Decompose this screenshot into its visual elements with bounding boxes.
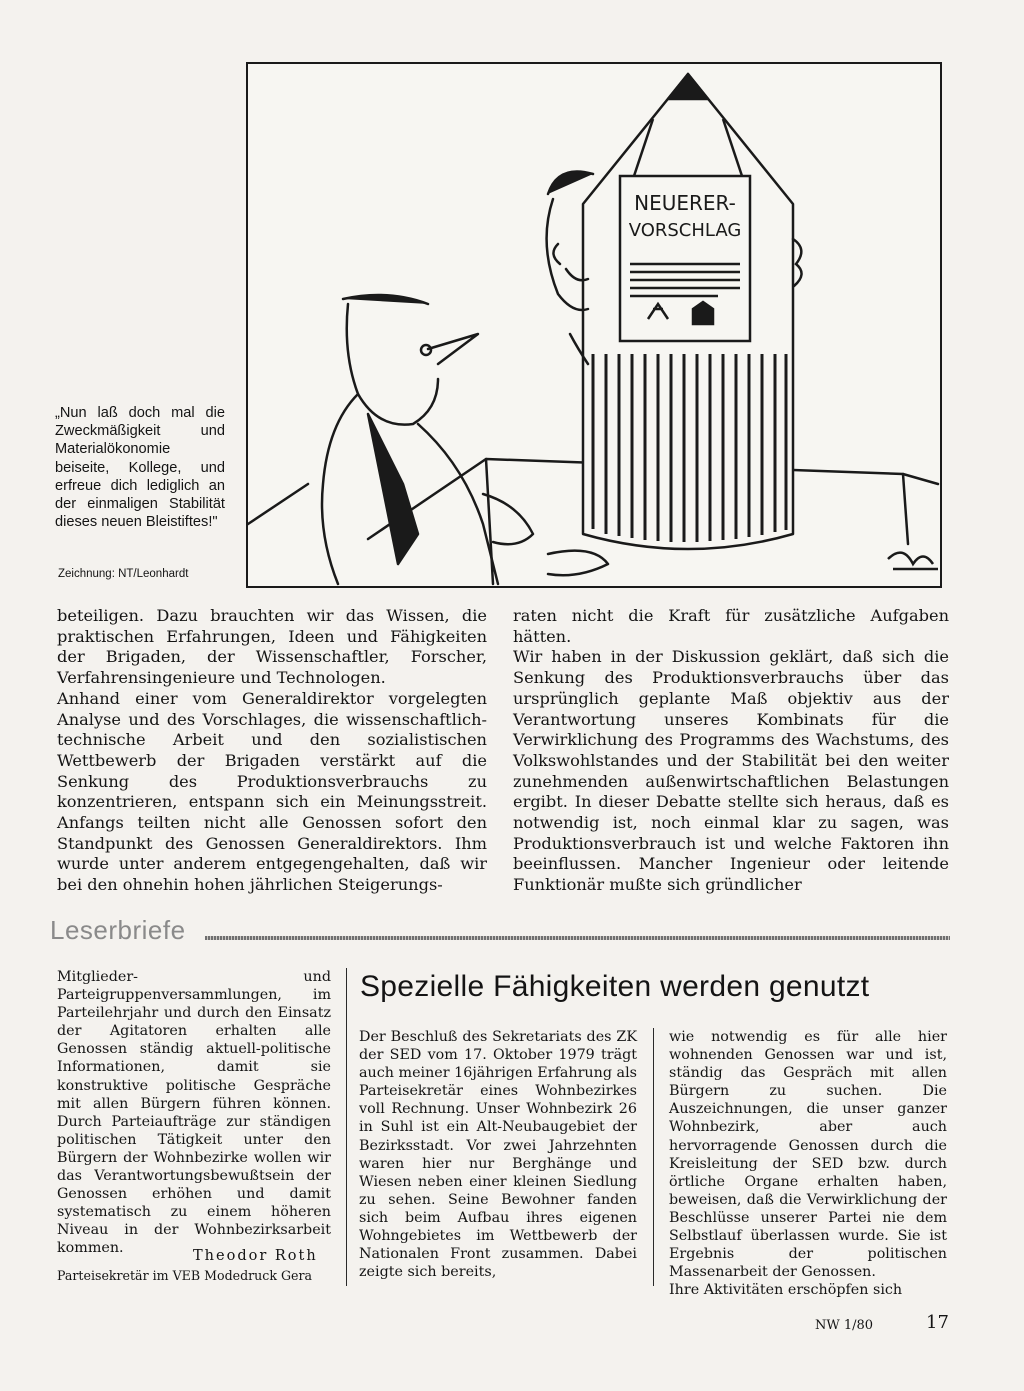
letter-right-paragraph: Ihre Aktivitäten erschöpfen sich — [669, 1282, 903, 1299]
letter-left-body — [57, 968, 331, 1258]
main-article-paragraph: beteiligen. Dazu brauchten wir das Wissen, die praktischen Erfahrungen, Ideen und Fähigkeiten der Brigaden, der Wissenschaftler, Forscher, Verfahrensingenieure und Technologen. — [57, 606, 487, 688]
sign-line-1: NEUERER- — [634, 191, 736, 215]
main-article-column-2 — [513, 606, 949, 896]
cartoon-drawing — [248, 64, 940, 586]
letter-right-paragraph: Der Beschluß des Sekretariats des ZK der SED vom 17. Oktober 1979 trägt auch meiner 16jährigen Erfahrung als Parteisekretär eines Wohnbezirkes voll Rechnung. Unser Wohnbezirk 26 in Suhl ist ein Alt-Neubaugebiet der Bezirksstadt. Vor zwei Jahrzehnten waren hier nur Berghänge und Wiesen neben einer kleinen Siedlung zu sehen. Seine Bewohner fanden sich beim Aufbau ihres eigenen Wohngebietes im Wettbewerb der Nationalen Front zusammen. Dabei zeigte sich bereits, — [359, 1029, 637, 1281]
letter-right-paragraph: wie notwendig es für alle hier wohnenden Genossen war und ist, ständig das Gespräch mit allen Bürgern zu suchen. Die Auszeichnungen, die unser ganzer Wohnbezirk, aber auch hervorragende Genossen durch die Kreisleitung der SED bzw. durch örtliche Organe erhalten haben, beweisen, daß die Verwirklichung der Beschlüsse unserer Partei nie dem Selbstlauf überlassen wurde. Sie ist Ergebnis der politischen Massenarbeit der Genossen. — [669, 1029, 947, 1281]
section-rule — [205, 936, 950, 940]
column-divider — [653, 1028, 654, 1286]
main-article-paragraph: Anhand einer vom Generaldirektor vorgelegten Analyse und des Vorschlages, die wissenschaftlich-technische Arbeit und den sozialistischen Wettbewerb der Brigaden verstärkt auf die Senkung des Produktionsverbrauchs zu konzentrieren, entspann sich ein Meinungsstreit. Anfangs teilten nicht alle Genossen sofort den Standpunkt des Genossen Generaldirektors. Ihm wurde unter anderem entgegengehalten, daß wir bei den ohnehin hohen jährlichen Steigerungs- — [57, 688, 487, 895]
main-article-paragraph: raten nicht die Kraft für zusätzliche Aufgaben hätten. — [513, 606, 949, 646]
section-header — [50, 915, 950, 951]
letter-author: Theodor Roth — [193, 1248, 318, 1264]
page-number: 17 — [926, 1312, 949, 1333]
cartoon-credit: Zeichnung: NT/Leonhardt — [58, 568, 189, 580]
letter-right-column-2 — [669, 1028, 947, 1299]
letter-author-role: Parteisekretär im VEB Modedruck Gera — [57, 1268, 313, 1283]
column-divider — [346, 968, 347, 1286]
main-article-paragraph: Wir haben in der Diskussion geklärt, daß sich die Senkung des Produktionsverbrauchs über das ursprünglich geplante Maß objektiv aus der Verantwortung unseres Kombinats für die Verwirklichung des Programms des Wachstums, des Volkswohlstandes und der Stabilität bei den weiter zunehmenden außenwirtschaftlichen Belastungen ergibt. In dieser Debatte stellte sich heraus, daß es notwendig ist, noch einmal klar zu sagen, was Produktionsverbrauch ist und welche Faktoren ihn beeinflussen. Mancher Ingenieur oder leitende Funktionär mußte sich gründlicher — [513, 647, 949, 895]
letter-left-paragraph: Mitglieder- und Parteigruppenversammlungen, im Parteilehrjahr und durch den Einsatz der Agitatoren erhalten alle Genossen ständig aktuell-politische Informationen, damit sie konstruktive politische Gespräche mit allen Bürgern führen können. Durch Parteiaufträge zur ständigen politischen Tätigkeit unter den Bürgern der Wohnbezirke wollen wir das Verantwortungsbewußtsein der Genossen erhöhen und damit systematisch zu einem höheren Niveau in der Wohnbezirksarbeit kommen. — [57, 969, 331, 1257]
section-title: Leserbriefe — [50, 915, 186, 945]
issue-label: NW 1/80 — [815, 1318, 874, 1333]
cartoon-caption: „Nun laß doch mal die Zweckmäßigkeit und Materialökonomie beiseite, Kollege, und erfreue dich lediglich an der einmaligen Stabilität dieses neuen Bleistiftes!" — [55, 405, 225, 531]
letter-right-column-1 — [359, 1028, 637, 1281]
cartoon-illustration — [246, 62, 942, 588]
main-article-column-1 — [57, 606, 487, 896]
sign-line-2: VORSCHLAG — [628, 220, 742, 241]
letter-headline: Spezielle Fähigkeiten werden genutzt — [360, 970, 870, 1003]
